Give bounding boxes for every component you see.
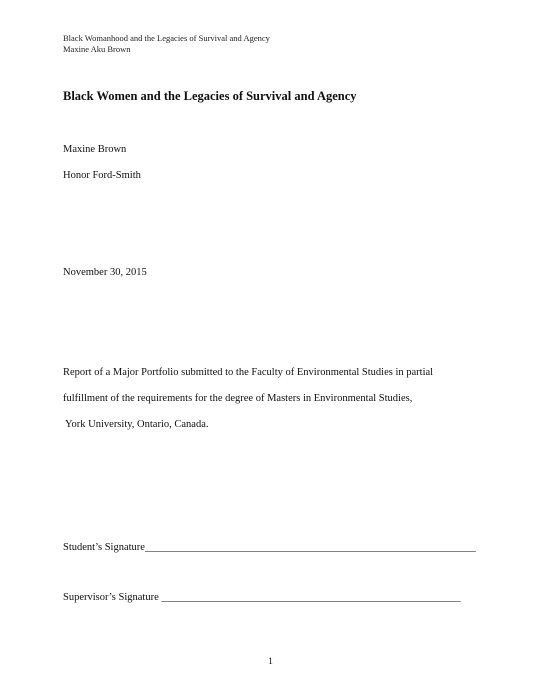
page-number: 1 xyxy=(268,657,273,667)
report-statement-line-3: York University, Ontario, Canada. xyxy=(65,419,209,430)
author-name: Maxine Brown xyxy=(63,144,127,155)
running-header xyxy=(63,33,270,55)
submission-date: November 30, 2015 xyxy=(63,267,147,278)
report-statement-line-2: fulfillment of the requirements for the degree of Masters in Environmental Studies, xyxy=(63,393,413,404)
student-signature-line: Student’s Signature_______________________________________________________________ xyxy=(63,542,476,553)
header-title: Black Womanhood and the Legacies of Survival and Agency xyxy=(63,33,270,43)
header-author: Maxine Aku Brown xyxy=(63,44,131,54)
report-statement-line-1: Report of a Major Portfolio submitted to the Faculty of Environmental Studies in partial xyxy=(63,367,434,378)
document-title: Black Women and the Legacies of Survival and Agency xyxy=(63,89,357,103)
supervisor-signature-line: Supervisor’s Signature _________________________________________________________ xyxy=(63,592,461,603)
supervisor-name: Honor Ford-Smith xyxy=(63,170,141,181)
